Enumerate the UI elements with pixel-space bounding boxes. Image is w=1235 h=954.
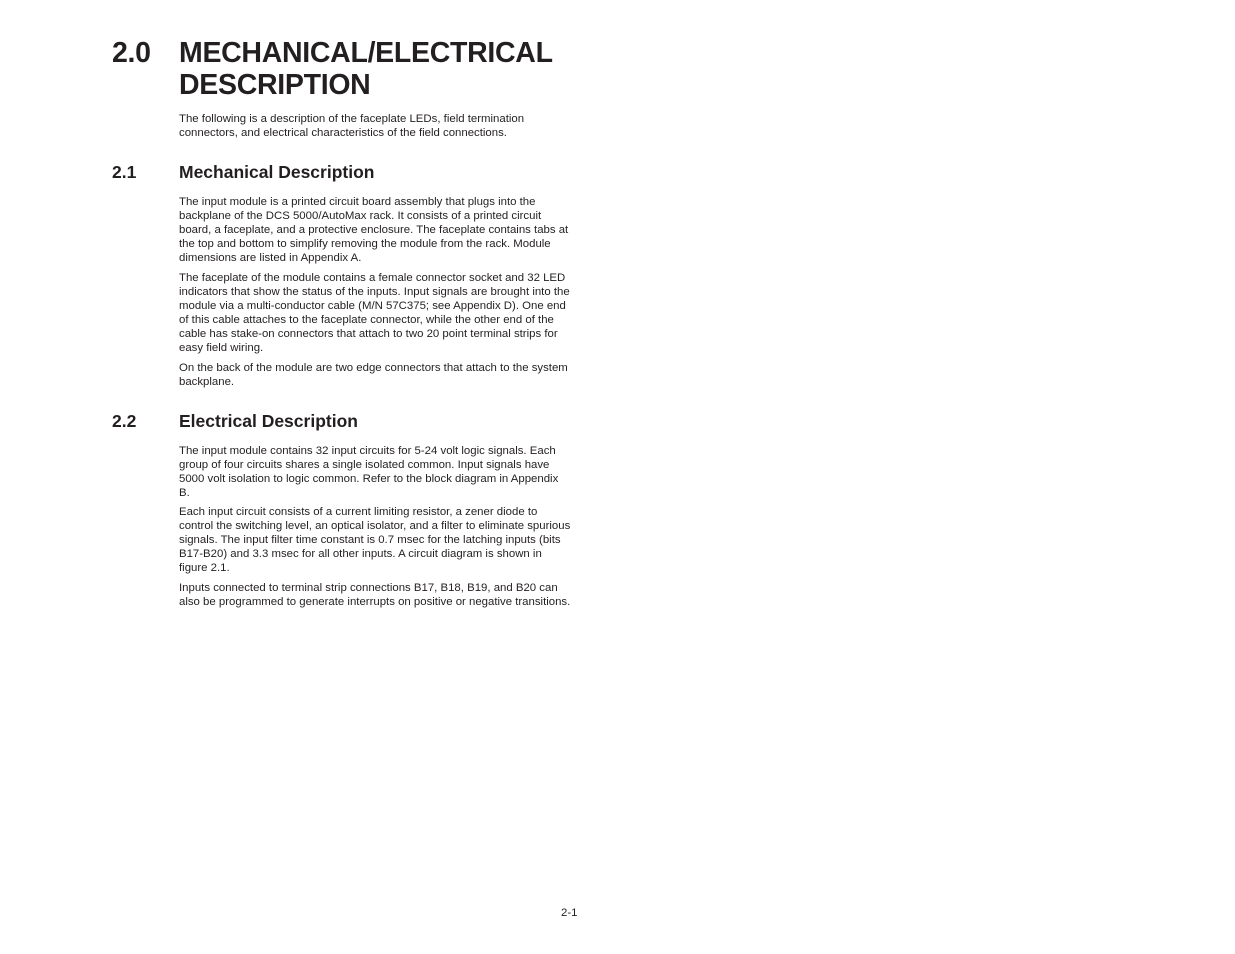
mechanical-paragraph-1: The input module is a printed circuit board assembly that plugs into the backplane of the DCS 5000/AutoMax rack. It consists of a printed circuit board, a faceplate, and a protective enclosure. The faceplate contains tabs at the top and bottom to simplify removing the module from the rack. Module dimensions are listed in Appendix A.: [179, 196, 569, 264]
section-title-mechanical: Mechanical Description: [179, 162, 375, 182]
section-number-2-1: 2.1: [112, 162, 137, 182]
chapter-title-line-2: DESCRIPTION: [179, 69, 371, 101]
section-number-2-2: 2.2: [112, 411, 137, 431]
chapter-title: [179, 37, 599, 101]
chapter-number: 2.0: [112, 37, 151, 69]
electrical-paragraph-1: The input module contains 32 input circuits for 5-24 volt logic signals. Each group of four circuits shares a single isolated common. Input signals have 5000 volt isolation to logic common. Refer to the block diagram in Appendix B.: [179, 445, 559, 499]
chapter-intro-paragraph: The following is a description of the faceplate LEDs, field termination connectors, and electrical characteristics of the field connections.: [179, 113, 525, 139]
page-number: 2-1: [561, 907, 578, 919]
chapter-title-line-1: MECHANICAL/ELECTRICAL: [179, 37, 553, 69]
electrical-paragraph-3: Inputs connected to terminal strip connections B17, B18, B19, and B20 can also be programmed to generate interrupts on positive or negative transitions.: [179, 582, 571, 608]
section-title-electrical: Electrical Description: [179, 411, 358, 431]
mechanical-paragraph-3: On the back of the module are two edge connectors that attach to the system backplane.: [179, 362, 568, 388]
mechanical-paragraph-2: The faceplate of the module contains a female connector socket and 32 LED indicators that show the status of the inputs. Input signals are brought into the module via a multi-conductor cable (M/N 57C375; see Appendix D). One end of this cable attaches to the faceplate connector, while the other end of the cable has stake-on connectors that attach to two 20 point terminal strips for easy field wiring.: [179, 272, 570, 354]
electrical-paragraph-2: Each input circuit consists of a current limiting resistor, a zener diode to control the switching level, an optical isolator, and a filter to eliminate spurious signals. The input filter time constant is 0.7 msec for the latching inputs (bits B17-B20) and 3.3 msec for all other inputs. A circuit diagram is shown in figure 2.1.: [179, 506, 571, 574]
